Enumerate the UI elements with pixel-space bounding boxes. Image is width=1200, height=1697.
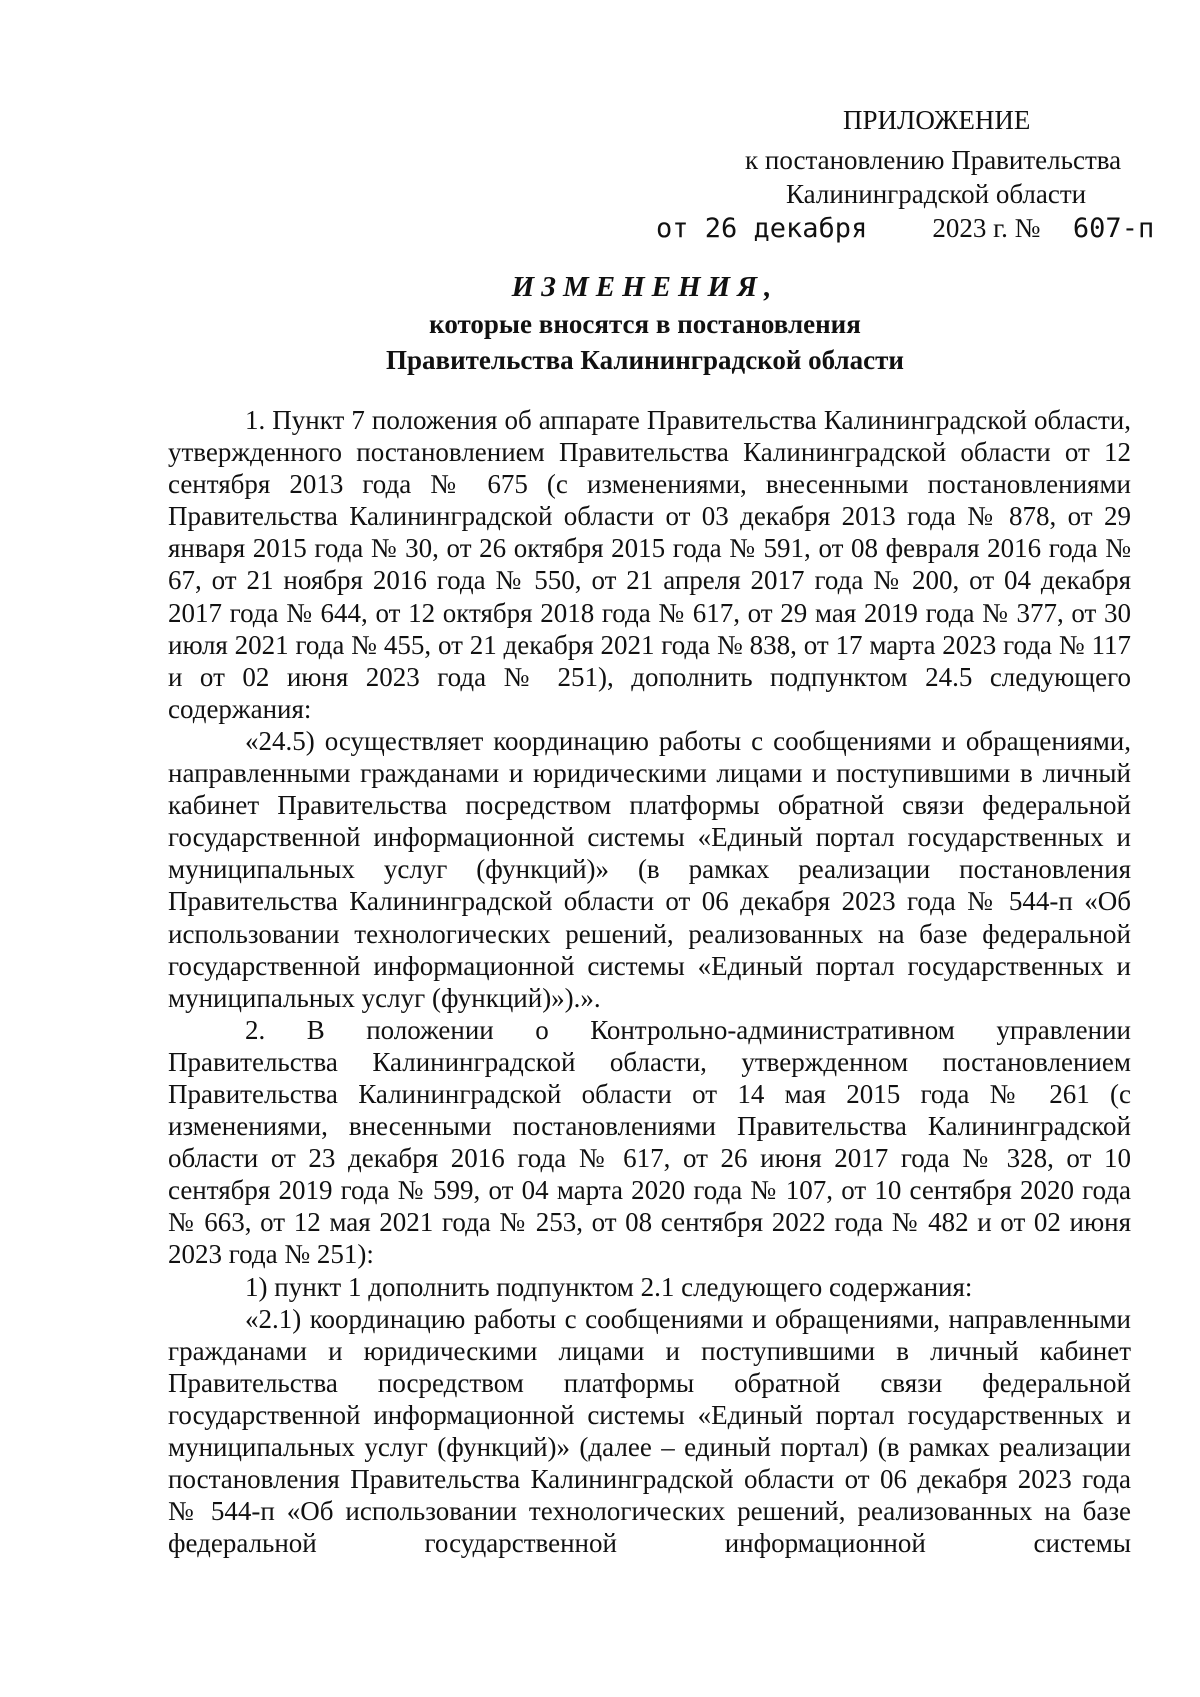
paragraph-2: «24.5) осуществляет координацию работы с сообщениями и обращениями, направленными гражданами и юридическими лицами и поступившими в личный кабинет Правительства посредством платформы обратной связи федеральной государственной информационной системы «Единый портал государственных и муниципальных услуг (функций)» (в рамках реализации постановления Правительства Калининградской области от 06 декабря 2023 года № 544-п «Об использовании технологических решений, реализованных на базе федеральной государственной информационной системы «Единый портал государственных и муниципальных услуг (функций)»).». — [168, 725, 1131, 1013]
paragraph-5: «2.1) координацию работы с сообщениями и обращениями, направленными гражданами и юридическими лицами и поступившими в личный кабинет Правительства посредством платформы обратной связи федеральной государственной информационной системы «Единый портал государственных и муниципальных услуг (функций)» (далее – единый портал) (в рамках реализации постановления Правительства Калининградской области от 06 декабря 2023 года № 544-п «Об использовании технологических решений, реализованных на базе федеральной государственной информационной системы — [168, 1303, 1131, 1559]
document-title: ИЗМЕНЕНИЯ, — [511, 271, 779, 303]
document-subtitle-1: которые вносятся в постановления — [429, 309, 861, 339]
paragraph-3: 2. В положении о Контрольно-административном управлении Правительства Калининградской области, утвержденном постановлением Правительства Калининградской области от 14 мая 2015 года № 261 (с изменениями, внесенными постановлениями Правительства Калининградской области от 23 декабря 2016 года № 617, от 26 июня 2017 года № 328, от 10 сентября 2019 года № 599, от 04 марта 2020 года № 107, от 10 сентября 2020 года № 663, от 12 мая 2021 года № 253, от 08 сентября 2022 года № 482 и от 02 июня 2023 года № 251): — [168, 1014, 1131, 1270]
appendix-year: 2023 г. № — [932, 213, 1041, 243]
appendix-date: от 26 декабря — [656, 213, 868, 244]
document-subtitle-2: Правительства Калининградской области — [386, 345, 904, 375]
appendix-title: ПРИЛОЖЕНИЕ — [843, 105, 1031, 135]
appendix-number: 607-п — [1072, 213, 1155, 244]
appendix-date-line — [656, 212, 1154, 245]
paragraph-4: 1) пункт 1 дополнить подпунктом 2.1 следующего содержания: — [245, 1271, 973, 1302]
document-body — [168, 404, 1131, 1559]
paragraph-1: 1. Пункт 7 положения об аппарате Правительства Калининградской области, утвержденного постановлением Правительства Калининградской области от 12 сентября 2013 года № 675 (с изменениями, внесенными постановлениями Правительства Калининградской области от 03 декабря 2013 года № 878, от 29 января 2015 года № 30, от 26 октября 2015 года № 591, от 08 февраля 2016 года № 67, от 21 ноября 2016 года № 550, от 21 апреля 2017 года № 200, от 04 декабря 2017 года № 644, от 12 октября 2018 года № 617, от 29 мая 2019 года № 377, от 30 июля 2021 года № 455, от 21 декабря 2021 года № 838, от 17 марта 2023 года № 117 и от 02 июня 2023 года № 251), дополнить подпунктом 24.5 следующего содержания: — [168, 405, 1131, 724]
appendix-line-2: Калининградской области — [786, 179, 1087, 209]
appendix-line-1: к постановлению Правительства — [745, 145, 1122, 175]
